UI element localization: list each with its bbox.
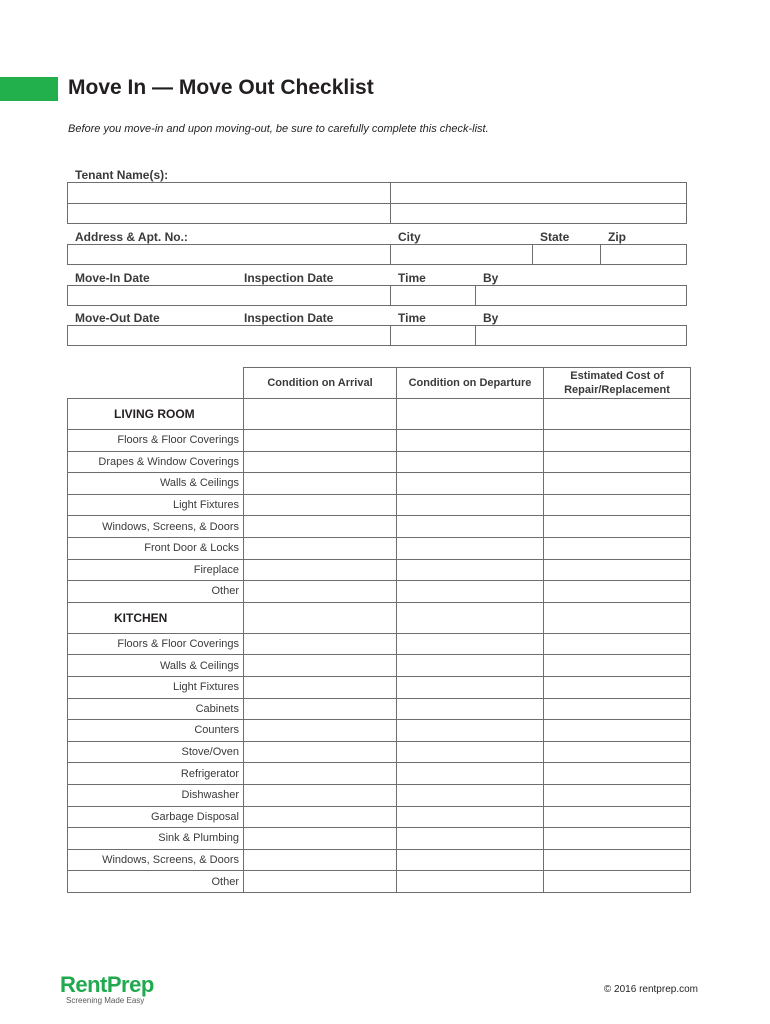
condition-cell[interactable] [244, 559, 397, 581]
condition-cell[interactable] [544, 430, 691, 452]
column-condition-departure: Condition on Departure [397, 368, 544, 399]
move-out-inspection-label: Inspection Date [244, 311, 334, 325]
condition-cell[interactable] [397, 602, 544, 633]
move-out-time-label: Time [398, 311, 426, 325]
section-heading: LIVING ROOM [68, 399, 244, 430]
condition-cell[interactable] [544, 828, 691, 850]
table-row [68, 430, 691, 452]
tenant-name-field-1[interactable] [68, 183, 389, 203]
zip-field[interactable] [601, 245, 686, 264]
condition-cell[interactable] [397, 720, 544, 742]
move-out-date-field[interactable] [68, 326, 389, 345]
condition-cell[interactable] [397, 399, 544, 430]
table-row [68, 763, 691, 785]
condition-cell[interactable] [544, 784, 691, 806]
condition-cell[interactable] [244, 849, 397, 871]
state-label: State [540, 230, 570, 244]
table-row [68, 451, 691, 473]
condition-cell[interactable] [544, 581, 691, 603]
condition-cell[interactable] [244, 806, 397, 828]
item-label: Fireplace [68, 559, 244, 581]
move-out-by-field[interactable] [476, 326, 686, 345]
condition-cell[interactable] [397, 655, 544, 677]
table-row [68, 784, 691, 806]
item-label: Light Fixtures [68, 494, 244, 516]
item-label: Windows, Screens, & Doors [68, 516, 244, 538]
condition-cell[interactable] [397, 698, 544, 720]
condition-cell[interactable] [244, 473, 397, 495]
tenant-name-field-4[interactable] [391, 204, 686, 223]
item-label: Other [68, 871, 244, 893]
item-label: Stove/Oven [68, 741, 244, 763]
condition-cell[interactable] [544, 741, 691, 763]
table-row [68, 581, 691, 603]
table-row [68, 516, 691, 538]
move-out-date-label: Move-Out Date [75, 311, 160, 325]
condition-cell[interactable] [544, 473, 691, 495]
condition-cell[interactable] [244, 633, 397, 655]
condition-cell[interactable] [544, 849, 691, 871]
city-label: City [398, 230, 421, 244]
condition-cell[interactable] [397, 537, 544, 559]
item-label: Light Fixtures [68, 676, 244, 698]
condition-cell[interactable] [244, 763, 397, 785]
move-in-date-field[interactable] [68, 286, 389, 305]
page-subtitle: Before you move-in and upon moving-out, be sure to carefully complete this check-list. [68, 123, 489, 135]
move-out-time-field[interactable] [391, 326, 474, 345]
condition-cell[interactable] [397, 871, 544, 893]
zip-label: Zip [608, 230, 626, 244]
table-row [68, 720, 691, 742]
item-label: Walls & Ceilings [68, 655, 244, 677]
condition-cell[interactable] [397, 516, 544, 538]
condition-cell[interactable] [244, 784, 397, 806]
condition-cell[interactable] [397, 828, 544, 850]
condition-cell[interactable] [244, 602, 397, 633]
condition-cell[interactable] [244, 676, 397, 698]
condition-cell[interactable] [544, 633, 691, 655]
condition-cell[interactable] [544, 559, 691, 581]
condition-cell[interactable] [397, 633, 544, 655]
section-row [68, 602, 691, 633]
condition-cell[interactable] [244, 516, 397, 538]
table-row [68, 828, 691, 850]
item-label: Floors & Floor Coverings [68, 633, 244, 655]
condition-cell[interactable] [544, 698, 691, 720]
condition-cell[interactable] [544, 806, 691, 828]
item-label: Walls & Ceilings [68, 473, 244, 495]
table-row [68, 849, 691, 871]
condition-cell[interactable] [544, 720, 691, 742]
table-row [68, 741, 691, 763]
condition-cell[interactable] [544, 871, 691, 893]
move-in-inspection-label: Inspection Date [244, 271, 334, 285]
condition-cell[interactable] [397, 559, 544, 581]
condition-cell[interactable] [244, 720, 397, 742]
item-label: Refrigerator [68, 763, 244, 785]
tenant-label: Tenant Name(s): [75, 168, 169, 182]
item-label: Cabinets [68, 698, 244, 720]
condition-cell[interactable] [397, 494, 544, 516]
condition-cell[interactable] [244, 451, 397, 473]
item-label: Front Door & Locks [68, 537, 244, 559]
table-row [68, 698, 691, 720]
table-row [68, 655, 691, 677]
condition-cell[interactable] [244, 741, 397, 763]
condition-cell[interactable] [544, 537, 691, 559]
table-row [68, 871, 691, 893]
move-in-time-label: Time [398, 271, 426, 285]
condition-cell[interactable] [397, 581, 544, 603]
condition-cell[interactable] [397, 806, 544, 828]
page-title: Move In — Move Out Checklist [68, 76, 374, 99]
table-row [68, 494, 691, 516]
condition-cell[interactable] [244, 537, 397, 559]
condition-cell[interactable] [244, 430, 397, 452]
move-out-by-label: By [483, 311, 499, 325]
condition-cell[interactable] [544, 763, 691, 785]
table-row [68, 633, 691, 655]
item-label: Garbage Disposal [68, 806, 244, 828]
tenant-name-field-3[interactable] [68, 204, 389, 223]
condition-cell[interactable] [397, 676, 544, 698]
move-in-time-field[interactable] [391, 286, 474, 305]
move-in-by-field[interactable] [476, 286, 686, 305]
table-row [68, 559, 691, 581]
condition-cell[interactable] [397, 784, 544, 806]
item-label: Sink & Plumbing [68, 828, 244, 850]
condition-cell[interactable] [244, 871, 397, 893]
table-row [68, 473, 691, 495]
accent-bar [0, 77, 58, 101]
address-label: Address & Apt. No.: [75, 230, 188, 244]
item-label: Other [68, 581, 244, 603]
condition-cell[interactable] [397, 849, 544, 871]
condition-cell[interactable] [544, 451, 691, 473]
condition-cell[interactable] [244, 655, 397, 677]
table-row [68, 676, 691, 698]
condition-cell[interactable] [244, 828, 397, 850]
move-in-date-label: Move-In Date [75, 271, 150, 285]
section-row [68, 399, 691, 430]
condition-cell[interactable] [544, 676, 691, 698]
column-estimated-cost: Estimated Cost of Repair/Replacement [544, 368, 691, 399]
item-label: Windows, Screens, & Doors [68, 849, 244, 871]
checklist-table [67, 367, 691, 893]
condition-cell[interactable] [544, 602, 691, 633]
condition-cell[interactable] [544, 494, 691, 516]
copyright-text: © 2016 rentprep.com [603, 984, 698, 995]
item-label: Counters [68, 720, 244, 742]
condition-cell[interactable] [244, 581, 397, 603]
condition-cell[interactable] [397, 763, 544, 785]
address-field[interactable] [68, 245, 389, 264]
condition-cell[interactable] [244, 399, 397, 430]
condition-cell[interactable] [397, 430, 544, 452]
condition-cell[interactable] [544, 516, 691, 538]
logo-tagline: Screening Made Easy [66, 996, 145, 1005]
tenant-name-field-2[interactable] [391, 183, 686, 203]
item-label: Dishwasher [68, 784, 244, 806]
column-condition-arrival: Condition on Arrival [244, 368, 397, 399]
table-row [68, 806, 691, 828]
condition-cell[interactable] [397, 473, 544, 495]
item-label: Floors & Floor Coverings [68, 430, 244, 452]
city-field[interactable] [391, 245, 531, 264]
condition-cell[interactable] [544, 399, 691, 430]
condition-cell[interactable] [544, 655, 691, 677]
rentprep-logo [60, 972, 154, 1005]
state-field[interactable] [533, 245, 599, 264]
condition-cell[interactable] [397, 741, 544, 763]
logo-wordmark: RentPrep [60, 972, 154, 997]
condition-cell[interactable] [244, 494, 397, 516]
item-label: Drapes & Window Coverings [68, 451, 244, 473]
header-blank-cell [68, 368, 244, 399]
condition-cell[interactable] [244, 698, 397, 720]
table-row [68, 537, 691, 559]
section-heading: KITCHEN [68, 602, 244, 633]
move-in-by-label: By [483, 271, 499, 285]
condition-cell[interactable] [397, 451, 544, 473]
